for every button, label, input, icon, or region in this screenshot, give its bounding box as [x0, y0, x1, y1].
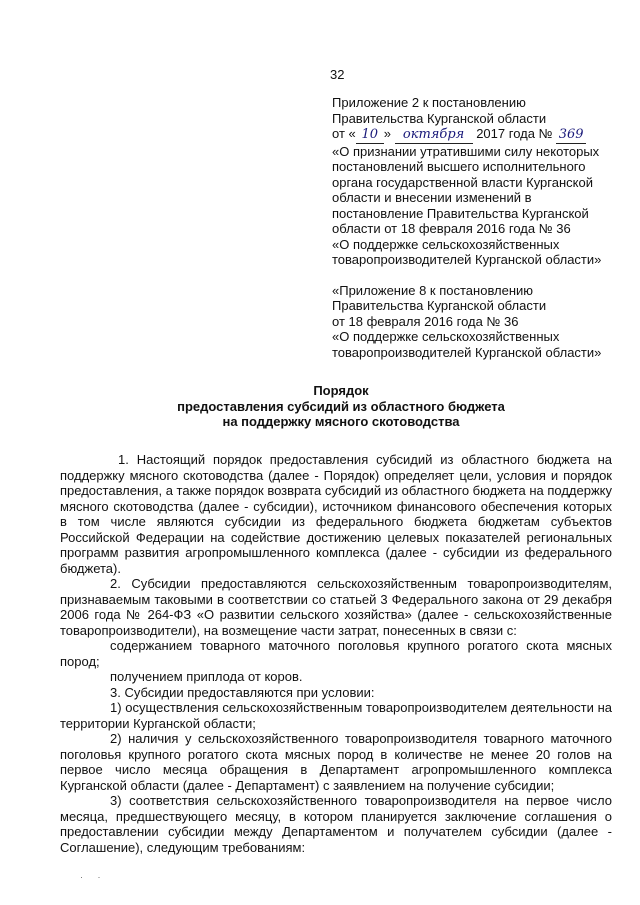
appendix-line: Правительства Курганской области: [332, 110, 547, 126]
date-prefix: от «: [332, 126, 356, 141]
appendix-line: «О признании утратившими силу некоторых: [332, 143, 600, 159]
appendix-line: органа государственной власти Курганской: [332, 174, 593, 190]
paragraph: 1. Настоящий порядок предоставления субсидий из областного бюджета на поддержку мясного скотоводства (далее - Порядок) определяет цели, условия и порядок предоставления, а также порядок возврата субсидий из областного бюджета на поддержку мясного скотоводства (далее - субсидии), источником финансового обеспечения которых в том числе являются субсидии из федерального бюджета бюджетам субъектов Российской Федерации на содействие достижению целевых показателей региональных программ развития агропромышленного комплекса (далее - субсидии из федерального бюджета).: [60, 452, 612, 576]
appendix-line: Приложение 2 к постановлению: [332, 95, 526, 110]
paragraph: 1) осуществления сельскохозяйственным товаропроизводителем деятельности на территории Курганской области;: [60, 700, 612, 731]
paragraph: 2. Субсидии предоставляются сельскохозяйственным товаропроизводителям, признаваемым таковыми в соответствии со статьей 3 Федерального закона от 29 декабря 2006 года № 264-ФЗ «О развитии сельского хозяйства» (далее - сельскохозяйственные товаропроизводители), на возмещение части затрат, понесенных в связи с:: [60, 576, 612, 638]
title-line: предоставления субсидий из областного бюджета: [177, 398, 505, 414]
appendix-line: товаропроизводителей Курганской области»: [332, 252, 602, 267]
appendix-line: Правительства Курганской области: [332, 298, 547, 313]
paragraph: 3) соответствия сельскохозяйственного товаропроизводителя на первое число месяца, предшествующего месяцу, в котором планируется заключение соглашения о предоставлении субсидии между Департаментом и получателем субсидии (далее - Соглашение), следующим требованиям:: [60, 793, 612, 855]
appendix-date-line: [332, 126, 632, 144]
spacer: [332, 268, 632, 283]
appendix-line: области от 18 февраля 2016 года № 36: [332, 221, 571, 236]
handwritten-month: октября: [395, 127, 473, 144]
handwritten-day: 10: [356, 127, 384, 144]
title-line: Порядок: [313, 383, 369, 398]
paragraph: получением приплода от коров.: [110, 669, 303, 684]
date-mid: »: [383, 126, 395, 141]
document-body: [60, 452, 612, 855]
date-year: 2017 года №: [472, 126, 557, 141]
paragraph: 3. Субсидии предоставляются при условии:: [110, 684, 375, 700]
paragraph: содержанием товарного маточного поголовья крупного рогатого скота мясных пород;: [60, 638, 612, 669]
appendix-line: «Приложение 8 к постановлению: [332, 282, 534, 298]
appendix-line: постановлений высшего исполнительного: [332, 159, 586, 174]
appendix-line: области и внесении изменений в: [332, 190, 532, 205]
appendix-header: [332, 95, 632, 360]
page-number: 32: [330, 67, 345, 82]
handwritten-number: 369: [556, 127, 586, 144]
appendix-line: «О поддержке сельскохозяйственных: [332, 329, 560, 344]
title-line: на поддержку мясного скотоводства: [222, 414, 460, 429]
paragraph: 2) наличия у сельскохозяйственного товаропроизводителя товарного маточного поголовья крупного рогатого скота мясных пород в количестве не менее 20 голов на первое число месяца обращения в Департамент агропромышленного комплекса Курганской области (далее - Департамент) с заявлением на получение субсидии;: [60, 731, 612, 793]
appendix-line: «О поддержке сельскохозяйственных: [332, 236, 560, 252]
appendix-line: от 18 февраля 2016 года № 36: [332, 313, 519, 329]
scan-artifact-dots: · ·: [80, 872, 107, 882]
document-title: [60, 383, 622, 430]
appendix-line: товаропроизводителей Курганской области»: [332, 344, 602, 360]
appendix-line: постановление Правительства Курганской: [332, 205, 589, 221]
